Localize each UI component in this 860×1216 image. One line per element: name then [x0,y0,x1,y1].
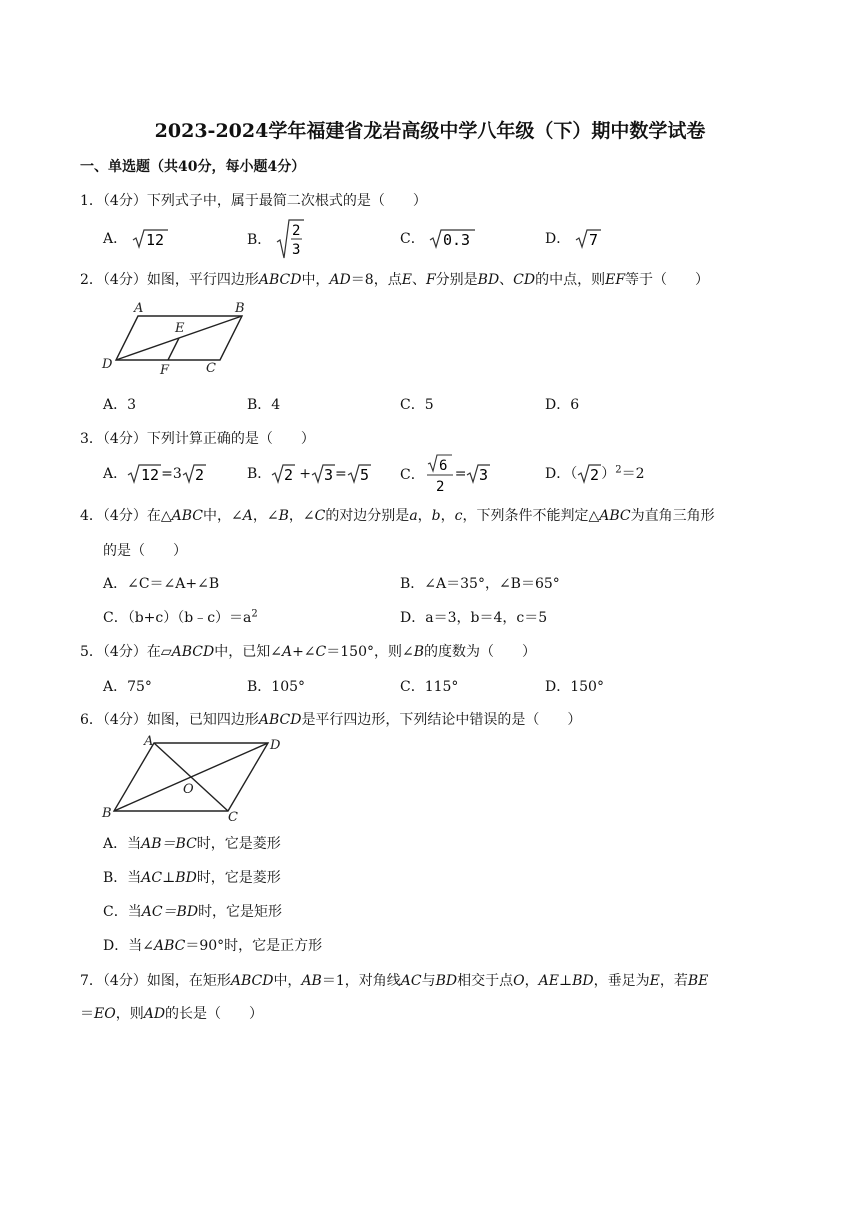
text: 中， [273,973,302,989]
question-1-stem: 1．（4分）下列式子中，属于最简二次根式的是（ ） [80,193,427,209]
label-o: O [183,782,194,797]
denominator: 2 [435,479,445,495]
text: ＝150°，则∠ [326,644,414,660]
radicand: 2 [284,466,294,484]
text: 7．（4分）如图，在矩形 [80,973,231,989]
text: ） [601,466,616,482]
var: AC＝BD [141,904,199,920]
var: ABC [153,938,186,954]
label-e: E [175,321,185,336]
radicand: 7 [588,231,598,249]
option-label: C． [400,467,425,483]
numerator: 6 [438,458,448,474]
var: ABC [599,508,631,524]
q1-a-radical [132,228,168,250]
radicand: 2 [194,466,204,484]
var: A [281,644,293,660]
text: 2．（4分）如图，平行四边形 [80,272,259,288]
text: ， [524,973,539,989]
q5-option-a: A．75° [103,679,152,695]
q1-d-radical [575,228,601,250]
question-7-stem [80,970,708,990]
var: BE [687,973,709,989]
var: BD [572,973,594,989]
var: BD [477,272,500,288]
radicand: 3 [324,466,334,484]
var: ABC [171,508,203,524]
q1-option-d [545,228,601,250]
label-c: C [228,810,238,823]
var: ABCD [171,644,215,660]
text: 与 [421,973,436,989]
radicand: 2 [590,466,600,484]
q1-c-radical [429,228,475,250]
var: EF [605,272,626,288]
text: ， [440,508,455,524]
text: =3 [161,466,182,482]
radical [466,463,490,485]
q1-option-a [103,228,168,250]
var: AD [329,272,351,288]
q6-parallelogram-figure [100,733,290,823]
text: ＝90°时，它是正方形 [185,938,323,954]
var: a [409,508,418,524]
q6-option-c [103,901,282,921]
text: 中，∠ [202,508,243,524]
radicand: 12 [141,466,160,484]
text: ＝1，对角线 [321,973,401,989]
q3-option-c [400,452,490,496]
var: ABCD [258,272,302,288]
question-2-stem [80,269,709,289]
text: 中， [301,272,330,288]
var: E [649,973,660,989]
q2-option-a: A．3 [103,397,137,413]
text: 分别是 [435,272,478,288]
text: A．当 [103,836,142,852]
q6-option-b [103,867,281,887]
text: 、 [499,272,514,288]
q3-option-d [545,463,645,485]
text: C．当 [103,904,142,920]
text: = [454,466,467,482]
radicand: 3 [479,466,489,484]
label-b: B [102,806,112,821]
var: B [413,644,424,660]
text: = [335,466,347,482]
radical [577,463,601,485]
denominator: 3 [291,242,301,258]
question-6-stem [80,709,581,729]
q1-option-c [400,228,475,250]
text: ，∠ [288,508,315,524]
var: ABCD [258,712,302,728]
text: ，下列条件不能判定△ [462,508,600,524]
radical [127,463,161,485]
var: C [314,508,326,524]
var: A [242,508,253,524]
radicand: 12 [145,231,164,249]
var: b [431,508,441,524]
question-7-stem-line2 [80,1003,263,1023]
text: ＝2 [621,466,645,482]
var: EO [94,1006,116,1022]
option-label: A． [103,231,128,247]
q3-option-b [247,463,371,485]
label-b: B [235,301,245,316]
radical [182,463,206,485]
radical [271,463,295,485]
var: O [513,973,525,989]
fraction [425,452,455,496]
label-c: C [206,361,216,376]
text: + [299,466,312,482]
exponent: 2 [251,608,258,620]
text: 的对边分别是 [325,508,410,524]
text: ＝ [80,1006,94,1022]
q2-option-c: C．5 [400,397,434,413]
q2-option-b: B．4 [247,397,281,413]
text: 的中点，则 [535,272,606,288]
text: +∠ [292,644,316,660]
label-a: A [134,301,144,316]
var: AC [400,973,422,989]
radicand: 5 [359,466,369,484]
text: ＝8，点 [350,272,402,288]
var: CD [513,272,536,288]
q5-option-c: C．115° [400,679,459,695]
var: B [278,508,289,524]
var: E [401,272,412,288]
var: AE [538,973,559,989]
text: 是平行四边形，下列结论中错误的是（ ） [301,712,582,728]
option-label: B． [247,466,272,482]
q5-option-b: B．105° [247,679,306,695]
question-4-stem-line2: 的是（ ） [103,543,187,559]
text: 时，它是菱形 [196,836,281,852]
label-d: D [102,357,113,372]
text: ，∠ [252,508,279,524]
question-5-stem [80,641,536,661]
text: C．（b+c）（b﹣c）＝a [103,610,252,626]
text: 5．（4分）在▱ [80,644,172,660]
var: ABCD [230,973,274,989]
label-f: F [160,363,170,378]
text: ⊥ [558,973,573,989]
text: 的度数为（ ） [424,644,536,660]
text: ， [417,508,432,524]
option-label: C． [400,231,425,247]
text: ，则 [115,1006,144,1022]
var: AC⊥BD [141,870,197,886]
text: 等于（ ） [625,272,710,288]
exponent: 2 [615,464,622,476]
text: 、 [411,272,426,288]
section-heading: 一、单选题（共40分，每小题4分） [80,159,306,175]
q4-option-b: B．∠A＝35°，∠B＝65° [400,576,560,592]
page-title: 2023-2024学年福建省龙岩高级中学八年级（下）期中数学试卷 [154,120,706,142]
question-4-stem [80,505,715,525]
q3-option-a [103,463,206,485]
var: c [454,508,463,524]
q6-option-a [103,833,281,853]
q6-option-d [103,935,322,955]
text: 4．（4分）在△ [80,508,172,524]
var: AB [301,973,322,989]
text: 时，它是菱形 [196,870,281,886]
text: 为直角三角形 [630,508,715,524]
option-label: A． [103,466,128,482]
q2-parallelogram-figure [100,298,250,378]
radical [347,463,371,485]
label-d: D [270,738,281,753]
var: BD [435,973,458,989]
numerator: 2 [291,223,301,239]
text: 的长是（ ） [165,1006,264,1022]
option-label: B． [247,232,272,248]
text: 6．（4分）如图，已知四边形 [80,712,259,728]
q5-option-d: D．150° [545,679,604,695]
var: F [425,272,436,288]
q1-b-radical [276,218,304,260]
q4-option-d: D．a＝3，b＝4，c＝5 [400,610,548,626]
text: B．当 [103,870,142,886]
text: 中，已知∠ [214,644,282,660]
text: ，若 [659,973,688,989]
q4-option-a: A．∠C＝∠A+∠B [103,576,220,592]
q1-option-b [247,218,304,260]
text: 时，它是矩形 [198,904,283,920]
option-label: D． [545,466,571,482]
text: ，垂足为 [593,973,650,989]
var: AD [143,1006,166,1022]
radical [311,463,335,485]
var: C [315,644,327,660]
question-3-stem: 3．（4分）下列计算正确的是（ ） [80,431,315,447]
q2-option-d: D．6 [545,397,580,413]
option-label: D． [545,231,571,247]
text: （ [570,466,578,482]
q4-option-c [103,607,258,627]
text: D．当∠ [103,938,154,954]
var: AB＝BC [141,836,197,852]
label-a: A [144,734,154,749]
text: 相交于点 [457,973,514,989]
radicand: 0.3 [443,231,471,249]
